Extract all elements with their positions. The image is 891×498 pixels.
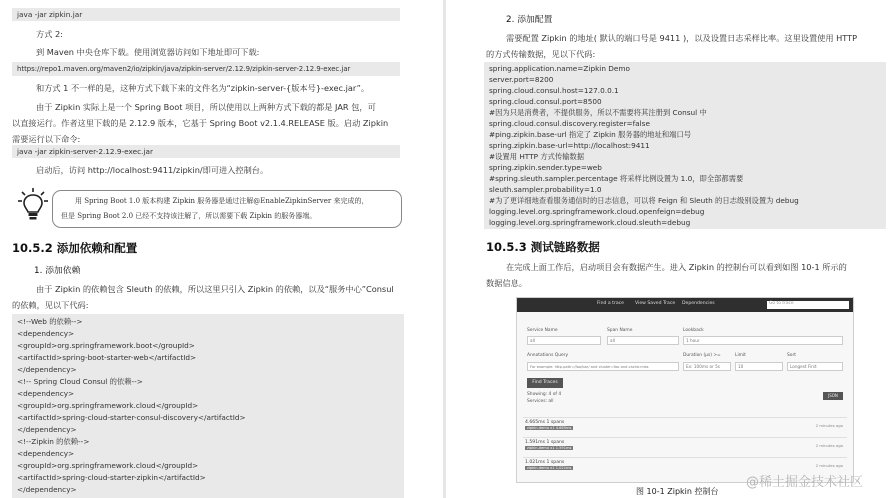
code-line: logging.level.org.springframework.cloud.openfeign=debug xyxy=(489,207,705,216)
code-line: spring.zipkin.base-url=http://localhost:9411 xyxy=(489,141,650,150)
code-line: spring.cloud.consul.port=8500 xyxy=(489,97,602,106)
code-line: spring.application.name=Zipkin Demo xyxy=(489,64,630,73)
annotation-label: Annotations Query xyxy=(527,353,569,358)
trace-service-tag: zipkin-demo x1 1.021ms xyxy=(527,466,572,470)
sort-label: Sort xyxy=(787,353,796,358)
code-text: java -jar zipkin.jar xyxy=(17,10,83,19)
duration-label: Duration (μs) >= xyxy=(683,353,721,358)
code-line: #spring.sleuth.sampler.percentage 将采样比例设置为 1.0，即全部都需要 xyxy=(489,174,744,183)
trace-duration: 4.665ms 1 spans xyxy=(525,420,565,425)
lightbulb-icon xyxy=(16,186,50,222)
annotation-query-input[interactable]: For example: http.path=/foo/bar/ and cluster=foo and cache.miss xyxy=(527,362,679,371)
watermark: @稀土掘金技术社区 xyxy=(746,475,864,490)
trace-search-input[interactable]: Go to trace xyxy=(767,301,849,309)
note-line: 用 Spring Boot 1.0 版本构建 Zipkin 服务器是通过注解@EnableZipkinServer 来完成的， xyxy=(75,197,369,205)
code-text: https://repo1.maven.org/maven2/io/zipkin/java/zipkin-server/2.12.9/zipkin-server-2.12.9-exec.jar xyxy=(17,65,351,73)
code-line: spring.cloud.consul.host=127.0.0.1 xyxy=(489,86,619,95)
code-line: <!--Zipkin 的依赖--> xyxy=(17,437,90,446)
code-line: <dependency> xyxy=(17,389,75,398)
subheading-add-config: 2. 添加配置 xyxy=(506,15,553,25)
paragraph-line: 以直接运行。作者这里下载的是 2.12.9 版本，它基于 Spring Boot v2.1.4.RELEASE 版。启动 Zipkin xyxy=(12,118,389,128)
paragraph-line: 在完成上面工作后，启动项目会有数据产生。进入 Zipkin 的控制台可以看到如图 10-1 所示的 xyxy=(506,262,847,272)
code-line: server.port=8200 xyxy=(489,75,554,84)
json-button[interactable]: JSON xyxy=(823,392,843,400)
trace-service-tag: zipkin-demo x1 1.591ms xyxy=(527,446,572,450)
trace-duration: 1.591ms 1 spans xyxy=(525,440,565,445)
nav-find-trace[interactable]: Find a trace xyxy=(597,301,625,306)
code-line: #设置用 HTTP 方式传输数据 xyxy=(489,152,585,161)
code-block-url xyxy=(12,62,400,76)
paragraph-line: 的依赖，见以下代码: xyxy=(12,300,89,310)
code-line: <groupId>org.springframework.cloud</groupId> xyxy=(17,401,199,410)
service-label: Service Name xyxy=(527,328,558,333)
code-line: sleuth.sampler.probability=1.0 xyxy=(489,185,602,194)
left-page xyxy=(0,0,445,498)
paragraph-line: 的方式传输数据，见以下代码: xyxy=(486,49,596,59)
zipkin-console-screenshot xyxy=(516,297,854,483)
note-line: 但是 Spring Boot 2.0 已经不支持该注解了，所以需要下载 Zipkin 的服务器端。 xyxy=(61,212,317,220)
trace-duration: 1.021ms 1 spans xyxy=(525,460,565,465)
code-block-properties xyxy=(484,62,886,229)
method-2-label: 方式 2: xyxy=(36,29,63,39)
section-heading-10-5-3: 10.5.3 测试链路数据 xyxy=(486,240,600,254)
lookback-label: Lookback xyxy=(683,328,704,333)
code-block-java-jar xyxy=(12,8,400,21)
lookback-select[interactable]: 1 hour xyxy=(683,336,843,345)
code-line: <!--Web 的依赖--> xyxy=(17,317,83,326)
span-select[interactable]: all xyxy=(607,336,679,345)
code-line: #为了更详细地查看服务通信时的日志信息，可以将 Feign 和 Sleuth 的日志级别设置为 debug xyxy=(489,196,799,205)
code-line: <groupId>org.springframework.boot</groupId> xyxy=(17,341,195,350)
code-line: </dependency> xyxy=(17,425,77,434)
download-paragraph: 到 Maven 中央仓库下载。使用浏览器访问如下地址即可下载: xyxy=(36,47,260,57)
limit-input[interactable]: 10 xyxy=(735,362,783,371)
find-traces-button[interactable]: Find Traces xyxy=(527,378,563,388)
trace-age: 2 minutes ago xyxy=(815,463,843,468)
nav-view-saved-trace[interactable]: View Saved Trace xyxy=(635,301,676,306)
code-line: <artifactId>spring-boot-starter-web</artifactId> xyxy=(17,353,197,362)
code-line: <artifactId>spring-cloud-starter-zipkin</artifactId> xyxy=(17,473,206,482)
limit-label: Limit xyxy=(735,353,746,358)
code-line: spring.cloud.consul.discovery.register=false xyxy=(489,119,650,128)
code-line: spring.zipkin.sender.type=web xyxy=(489,163,602,172)
zipkin-topbar xyxy=(517,298,853,312)
code-block-pom-dependencies xyxy=(12,314,404,498)
trace-row[interactable] xyxy=(523,417,847,434)
trace-service-tag: zipkin-demo x1 4.665ms xyxy=(527,426,572,430)
subheading-add-dependency: 1. 添加依赖 xyxy=(34,266,81,276)
showing-count: Showing: 4 of 4 xyxy=(527,392,562,397)
code-line: </dependency> xyxy=(17,365,77,374)
code-text: java -jar zipkin-server-2.12.9-exec.jar xyxy=(17,147,153,156)
code-line: </dependency> xyxy=(17,485,77,494)
figure-caption: 图 10-1 Zipkin 控制台 xyxy=(636,487,719,496)
paragraph-line: 由于 Zipkin 实际上是一个 Spring Boot 项目，所以使用以上两种方式下载的都是 JAR 包，可 xyxy=(36,102,376,112)
visit-paragraph: 启动后，访问 http://localhost:9411/zipkin/即可进入控制台。 xyxy=(36,165,269,175)
filename-paragraph: 和方式 1 不一样的是，这种方式下载下来的文件名为“zipkin-server-{版本号}-exec.jar”。 xyxy=(36,83,370,93)
trace-age: 2 minutes ago xyxy=(815,443,843,448)
trace-row[interactable] xyxy=(523,437,847,454)
services-filter: Services: all xyxy=(527,399,554,404)
section-heading-10-5-2: 10.5.2 添加依赖和配置 xyxy=(12,241,138,255)
code-block-run-command xyxy=(12,145,400,158)
code-line: <dependency> xyxy=(17,329,75,338)
code-line: #ping.zipkin.base-url 指定了 Zipkin 服务器的地址和端口号 xyxy=(489,130,692,139)
code-line: #因为只是消费者，不提供服务，所以不需要将其注册到 Consul 中 xyxy=(489,108,707,117)
sort-select[interactable]: Longest First xyxy=(787,362,843,371)
paragraph-line: 需要配置 Zipkin 的地址( 默认的端口号是 9411 )，以及设置日志采样比率。这里设置使用 HTTP xyxy=(506,33,858,43)
paragraph-line: 数据信息。 xyxy=(486,278,527,288)
note-box xyxy=(52,190,402,228)
code-line: <dependency> xyxy=(17,449,75,458)
trace-age: 2 minutes ago xyxy=(815,423,843,428)
code-line: <artifactId>spring-cloud-starter-consul-discovery</artifactId> xyxy=(17,413,246,422)
nav-dependencies[interactable]: Dependencies xyxy=(682,301,715,306)
paragraph-line: 由于 Zipkin 的依赖包含 Sleuth 的依赖，所以这里只引入 Zipkin 的依赖，以及“服务中心”Consul xyxy=(36,284,394,294)
right-page xyxy=(446,0,891,498)
code-line: <!-- Spring Cloud Consul 的依赖--> xyxy=(17,377,143,386)
paragraph-line: 需要运行以下命令: xyxy=(12,134,81,144)
service-select[interactable]: all xyxy=(527,336,601,345)
test-paragraph xyxy=(486,259,886,291)
dependency-paragraph xyxy=(12,281,407,313)
config-paragraph xyxy=(486,30,886,62)
code-line: logging.level.org.springframework.cloud.sleuth=debug xyxy=(489,218,691,227)
duration-input[interactable]: Ex: 100ms or 5s xyxy=(683,362,731,371)
spring-boot-paragraph xyxy=(12,99,407,147)
code-line: <groupId>org.springframework.cloud</groupId> xyxy=(17,461,199,470)
span-label: Span Name xyxy=(607,328,633,333)
